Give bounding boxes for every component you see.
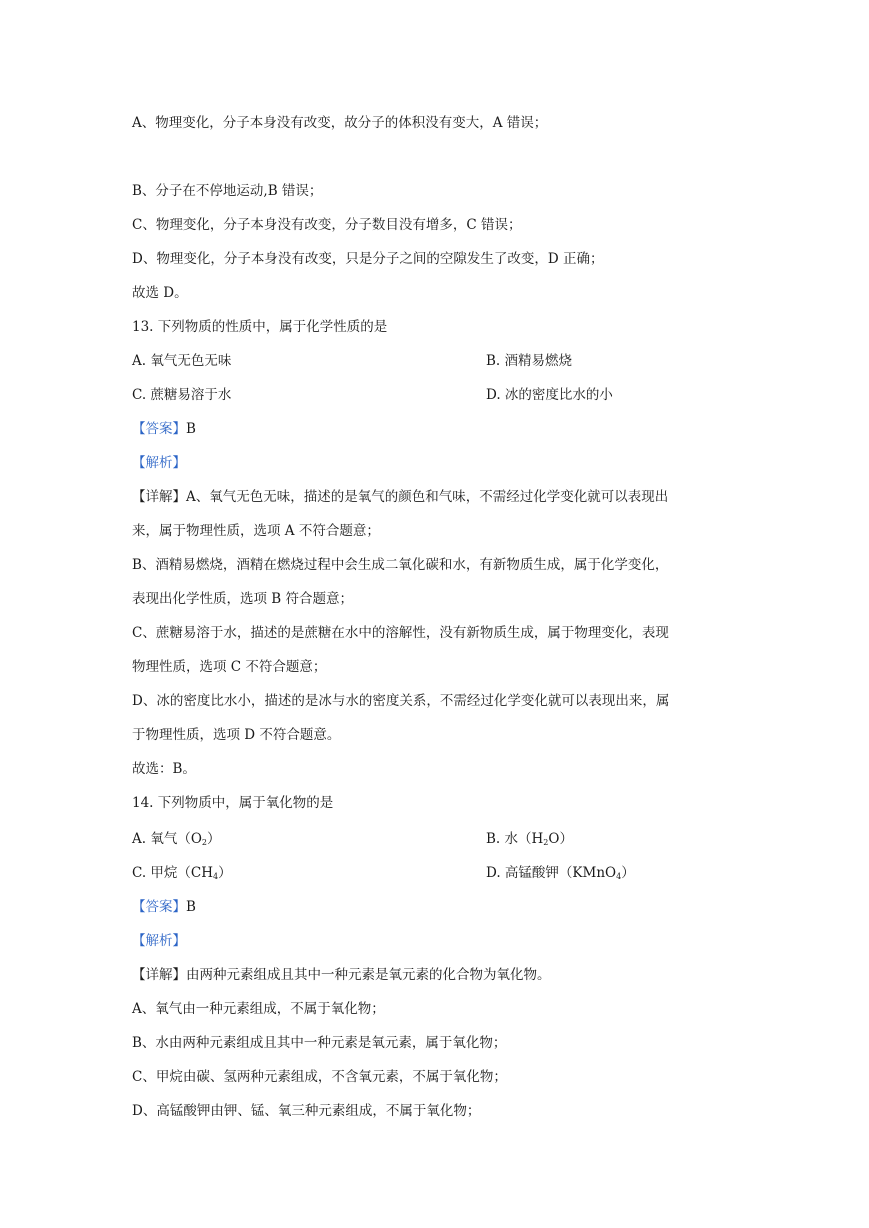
q14-answer (132, 897, 196, 917)
q13-detail-line: D、冰的密度比水小，描述的是冰与水的密度关系，不需经过化学变化就可以表现出来，属 (132, 693, 670, 709)
detail-tag: 【详解】 (132, 489, 186, 505)
formula-text: O） (548, 831, 573, 847)
q13-option-b: B. 酒精易燃烧 (486, 353, 573, 369)
q13-detail-line: C、蔗糖易溶于水，描述的是蔗糖在水中的溶解性，没有新物质生成，属于物理变化，表现 (132, 625, 669, 641)
formula-text: ） (218, 865, 232, 881)
formula-text: A. 氧气（O (132, 831, 202, 847)
answer-value: B (186, 899, 196, 915)
answer-value: B (186, 421, 196, 437)
text-line: 故选 D。 (132, 285, 188, 301)
formula-text: ） (207, 831, 221, 847)
q13-option-a: A. 氧气无色无味 (132, 353, 232, 369)
question-13-stem: 13. 下列物质的性质中，属于化学性质的是 (132, 319, 388, 335)
q14-option-a (132, 829, 221, 853)
q14-detail-line: A、氧气由一种元素组成，不属于氧化物； (132, 1001, 385, 1017)
q14-detail-line: B、水由两种元素组成且其中一种元素是氧元素，属于氧化物； (132, 1035, 507, 1051)
text-line: A、物理变化，分子本身没有改变，故分子的体积没有变大，A 错误； (132, 115, 548, 131)
q13-option-d: D. 冰的密度比水的小 (486, 387, 613, 403)
text-line: D、物理变化，分子本身没有改变，只是分子之间的空隙发生了改变，D 正确； (132, 251, 604, 267)
q13-detail-line: 表现出化学性质，选项 B 符合题意； (132, 591, 354, 607)
subscript: 4 (213, 872, 219, 881)
detail-text: A、氧气无色无味，描述的是氧气的颜色和气味，不需经过化学变化就可以表现出 (186, 489, 669, 505)
q14-detail-line: D、高锰酸钾由钾、锰、氧三种元素组成，不属于氧化物； (132, 1103, 481, 1119)
q13-detail-line: 于物理性质，选项 D 不符合题意。 (132, 727, 341, 743)
answer-tag: 【答案】 (132, 421, 186, 437)
subscript: 2 (543, 838, 549, 847)
q14-detail-line (132, 965, 551, 985)
detail-text: 由两种元素组成且其中一种元素是氧元素的化合物为氧化物。 (186, 967, 551, 983)
formula-text: D. 高锰酸钾（KMnO (486, 865, 617, 881)
q14-detail-line: C、甲烷由碳、氢两种元素组成，不含氧元素，不属于氧化物； (132, 1069, 507, 1085)
text-line: C、物理变化，分子本身没有改变，分子数目没有增多，C 错误； (132, 217, 522, 233)
q14-option-d (486, 863, 635, 887)
formula-text: B. 水（H (486, 831, 544, 847)
question-14-stem: 14. 下列物质中，属于氧化物的是 (132, 795, 334, 811)
q13-detail-line (132, 487, 668, 507)
analysis-tag: 【解析】 (132, 455, 186, 471)
q13-detail-line: 物理性质，选项 C 不符合题意； (132, 659, 327, 675)
q13-detail-line: 来，属于物理性质，选项 A 不符合题意； (132, 523, 380, 539)
answer-tag: 【答案】 (132, 899, 186, 915)
q13-conclusion: 故选：B。 (132, 761, 196, 777)
q13-detail-line: B、酒精易燃烧，酒精在燃烧过程中会生成二氧化碳和水，有新物质生成，属于化学变化， (132, 557, 669, 573)
text-line: B、分子在不停地运动,B 错误； (132, 183, 323, 199)
subscript: 2 (201, 838, 207, 847)
detail-tag: 【详解】 (132, 967, 186, 983)
q14-analysis-tag (132, 931, 186, 951)
subscript: 4 (616, 872, 622, 881)
formula-text: C. 甲烷（CH (132, 865, 214, 881)
q14-option-b (486, 829, 573, 853)
analysis-tag: 【解析】 (132, 933, 186, 949)
q13-option-c: C. 蔗糖易溶于水 (132, 387, 232, 403)
q13-analysis-tag (132, 453, 186, 473)
q13-answer (132, 419, 196, 439)
formula-text: ） (621, 865, 635, 881)
q14-option-c (132, 863, 232, 887)
